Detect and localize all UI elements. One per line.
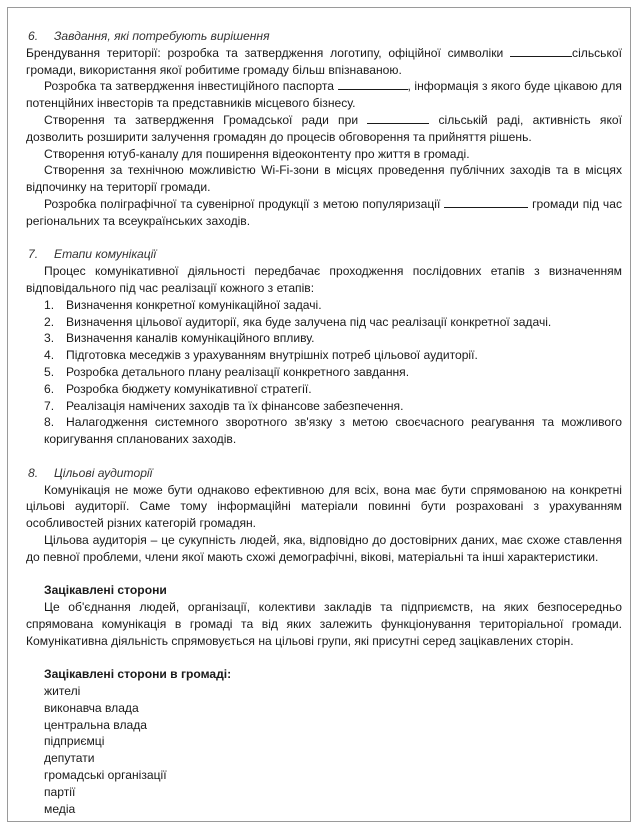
list-item: 4. Підготовка меседжів з урахуванням внутрішніх потреб цільової аудиторії. xyxy=(44,348,478,363)
section-6-para-5: Створення за технічною можливістю Wi-Fi-зони в місцях проведення публічних заходів та в місцях відпочинку на території громади. xyxy=(26,163,622,195)
list-item: 3. Визначення каналів комунікаційного впливу. xyxy=(44,331,315,346)
fill-blank xyxy=(367,112,429,124)
fill-blank xyxy=(338,78,408,90)
list-item: центральна влада xyxy=(44,717,148,732)
list-item: підприємці xyxy=(44,734,105,749)
section-7-heading: 7. Етапи комунікації xyxy=(28,247,157,262)
list-item: 2. Визначення цільової аудиторії, яка буде залучена під час реалізації конкретної задачі. xyxy=(44,314,552,329)
section-6-para-2: Розробка та затвердження інвестиційного паспорта , інформація з якого буде цікавою для потенційних інвесторів та представників місцевого бізнесу. xyxy=(26,79,622,111)
community-stakeholders-heading: Зацікавлені сторони в громаді: xyxy=(44,667,232,682)
list-item: виконавча влада xyxy=(44,700,139,715)
section-6-para-1: Брендування території: розробка та затвердження логотипу, офіційної символіки сільської громади, використання якої робитиме громаду більш впізнаваною. xyxy=(26,45,622,77)
fill-blank xyxy=(510,45,572,57)
section-6-para-3: Створення та затвердження Громадської ради при сільській раді, активність якої дозволить розширити залучення громадян до процесів обговорення та прийняття рішень. xyxy=(26,112,622,144)
list-item: 1. Визначення конкретної комунікаційної задачі. xyxy=(44,297,322,312)
fill-blank xyxy=(444,196,528,208)
list-item: медіа xyxy=(44,801,76,816)
list-item: 6. Розробка бюджету комунікативної стратегії. xyxy=(44,381,312,396)
list-item: громадські організації xyxy=(44,768,167,783)
section-6-heading: 6. Завдання, які потребують вирішення xyxy=(28,29,270,43)
section-8-para-1: Комунікація не може бути однаково ефективною для всіх, вона має бути спрямованою на конкретні цільові аудиторії. Саме тому інформаційні матеріали повинні бути розраховані з урахуванням особливостей різних категорій громадян. xyxy=(26,482,622,531)
section-8-heading: 8. Цільові аудиторії xyxy=(28,465,153,480)
list-item: 8. Налагодження системного зворотного зв'язку з метою своєчасного реагування та можливого коригування спланованих заходів. xyxy=(44,415,622,447)
section-6-para-6: Розробка поліграфічної та сувенірної продукції з метою популяризації громади під час регіональних та всеукраїнських заходів. xyxy=(26,196,622,228)
section-6-para-4: Створення ютуб-каналу для поширення відеоконтенту про життя в громаді. xyxy=(44,146,470,161)
section-8-para-2: Цільова аудиторія – це сукупність людей, яка, відповідно до достовірних даних, має схоже ставлення до певної проблеми, члени якої мають схожі демографічні, вікові, матеріальні та інші характеристики. xyxy=(26,532,622,564)
section-7-intro: Процес комунікативної діяльності передбачає проходження послідовних етапів з визначенням відповідального під час реалізації кожного з етапів: xyxy=(26,264,622,295)
community-stakeholders-list xyxy=(26,683,622,817)
document-body xyxy=(26,28,622,817)
stakeholders-para: Це об'єднання людей, організації, колективи закладів та підприємств, на яких безпосередньо спрямована комунікація в громаді та від яких залежить функціонування територіальної громади. Комунікативна діяльність спрямовується на цільові групи, які присутні серед зацікавлених сторін. xyxy=(26,600,622,648)
list-item: 7. Реалізація намічених заходів та їх фінансове забезпечення. xyxy=(44,398,404,413)
list-item: депутати xyxy=(44,751,95,766)
stakeholders-heading: Зацікавлені сторони xyxy=(44,583,167,598)
list-item: 5. Розробка детального плану реалізації конкретного завдання. xyxy=(44,364,410,379)
list-item: партії xyxy=(44,784,76,799)
list-item: жителі xyxy=(44,684,81,699)
stages-list xyxy=(26,297,622,448)
